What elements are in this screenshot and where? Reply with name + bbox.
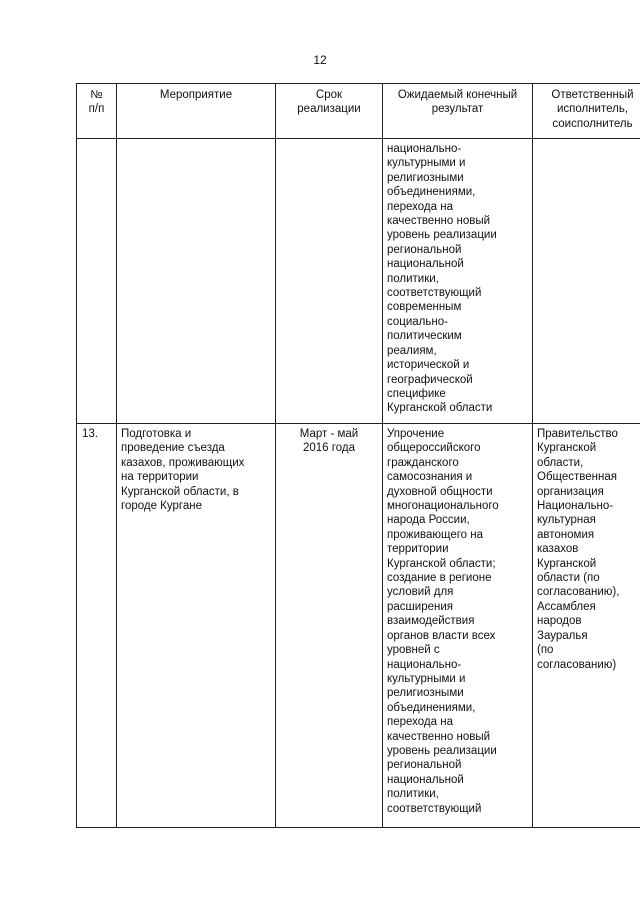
- row-number: 13.: [77, 424, 117, 828]
- header-event: Мероприятие: [117, 84, 276, 139]
- header-responsible: Ответственный исполнитель, соисполнитель: [533, 84, 640, 139]
- header-result: Ожидаемый конечный результат: [383, 84, 533, 139]
- row-event: Подготовка и проведение съезда казахов, проживающих на территории Курганской области, в городе Кургане: [117, 424, 276, 828]
- measures-table: [76, 83, 640, 828]
- page-number: 12: [313, 53, 327, 67]
- row-event: [117, 139, 276, 424]
- row-term: [276, 139, 383, 424]
- table-header-row: [77, 84, 640, 139]
- table-row: [77, 424, 640, 828]
- row-responsible: Правительство Курганской области, Общественная организация Национально- культурная автономия казахов Курганской области (по согласованию), Ассамблея народов Зауралья (по согласованию): [533, 424, 640, 828]
- table-row: [77, 139, 640, 424]
- header-term: Срок реализации: [276, 84, 383, 139]
- row-result: национально- культурными и религиозными объединениями, перехода на качественно новый уровень реализации региональной национальной политики, соответствующий современным социально- политическим реалиям, исторической и географической специфике Курганской области: [383, 139, 533, 424]
- row-number: [77, 139, 117, 424]
- row-result: Упрочение общероссийского гражданского самосознания и духовной общности многонационального народа России, проживающего на территории Курганской области; создание в регионе условий для расширения взаимодействия органов власти всех уровней с национально- культурными и религиозными объединениями, перехода на качественно новый уровень реализации региональной национальной политики, соответствующий: [383, 424, 533, 828]
- header-number: № п/п: [77, 84, 117, 139]
- row-responsible: [533, 139, 640, 424]
- row-term: Март - май 2016 года: [276, 424, 383, 828]
